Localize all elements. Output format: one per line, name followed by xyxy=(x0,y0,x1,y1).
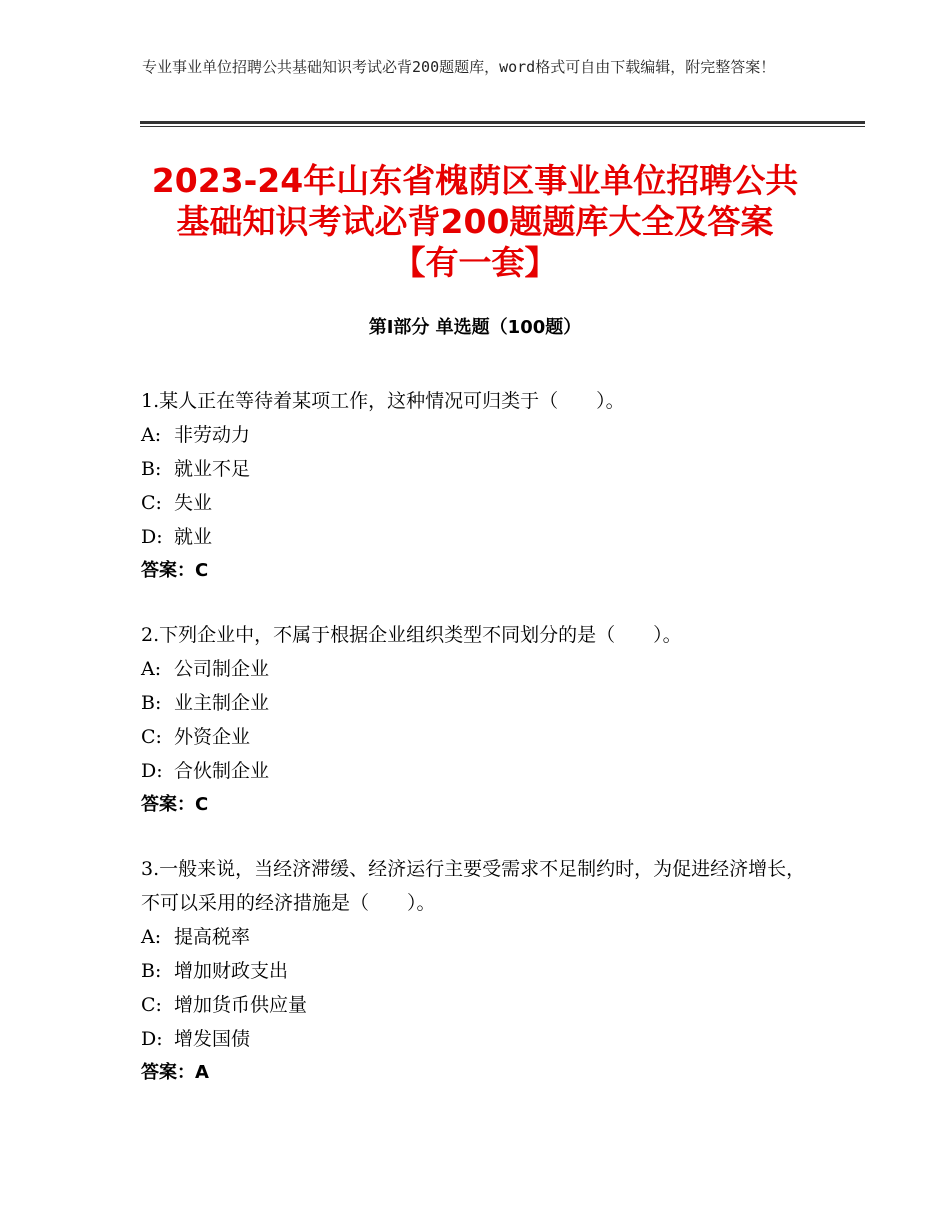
section-title: 第Ⅰ部分 单选题（100题） xyxy=(368,317,582,338)
option-text: 公司制企业 xyxy=(174,658,270,680)
option-key: D: xyxy=(141,1028,163,1050)
option-c xyxy=(141,988,821,1022)
answer: 答案：C xyxy=(141,794,209,815)
option-key: C: xyxy=(141,492,162,514)
option-key: A: xyxy=(141,926,162,948)
option-text: 非劳动力 xyxy=(174,424,251,446)
option-text: 就业不足 xyxy=(174,458,251,480)
question-1 xyxy=(141,384,821,588)
option-b xyxy=(141,954,821,988)
option-text: 业主制企业 xyxy=(174,692,270,714)
option-key: D: xyxy=(141,760,163,782)
option-text: 外资企业 xyxy=(174,726,251,748)
question-3 xyxy=(141,852,821,1090)
option-text: 失业 xyxy=(174,492,213,514)
header-divider-thick xyxy=(140,121,865,124)
answer: 答案：C xyxy=(141,560,209,581)
option-text: 就业 xyxy=(174,526,213,548)
option-a xyxy=(141,418,821,452)
option-c xyxy=(141,720,821,754)
option-text: 合伙制企业 xyxy=(174,760,270,782)
option-key: B: xyxy=(141,960,162,982)
option-key: D: xyxy=(141,526,163,548)
option-key: A: xyxy=(141,424,162,446)
question-stem: 2.下列企业中，不属于根据企业组织类型不同划分的是（ ）。 xyxy=(141,624,682,646)
option-d xyxy=(141,520,821,554)
question-stem: 1.某人正在等待着某项工作，这种情况可归类于（ ）。 xyxy=(141,390,625,412)
option-b xyxy=(141,452,821,486)
title-line-3: 【有一套】 xyxy=(392,243,558,282)
option-key: B: xyxy=(141,692,162,714)
header-note: 专业事业单位招聘公共基础知识考试必背200题题库，word格式可自由下载编辑，附完整答案！ xyxy=(142,58,776,76)
document-title xyxy=(110,160,840,283)
option-key: C: xyxy=(141,726,162,748)
option-text: 增发国债 xyxy=(174,1028,251,1050)
option-key: A: xyxy=(141,658,162,680)
option-a xyxy=(141,920,821,954)
answer: 答案：A xyxy=(141,1062,209,1083)
title-line-2: 基础知识考试必背200题题库大全及答案 xyxy=(176,202,774,241)
option-key: C: xyxy=(141,994,162,1016)
question-stem: 3.一般来说，当经济滞缓、经济运行主要受需求不足制约时，为促进经济增长，不可以采用的经济措施是（ ）。 xyxy=(141,858,806,914)
question-list xyxy=(141,384,821,1120)
option-d xyxy=(141,1022,821,1056)
option-key: B: xyxy=(141,458,162,480)
option-text: 增加货币供应量 xyxy=(174,994,308,1016)
option-d xyxy=(141,754,821,788)
option-text: 增加财政支出 xyxy=(174,960,289,982)
header-divider-thin xyxy=(140,126,865,127)
option-a xyxy=(141,652,821,686)
option-c xyxy=(141,486,821,520)
title-line-1: 2023-24年山东省槐荫区事业单位招聘公共 xyxy=(151,161,799,200)
question-2 xyxy=(141,618,821,822)
option-b xyxy=(141,686,821,720)
option-text: 提高税率 xyxy=(174,926,251,948)
